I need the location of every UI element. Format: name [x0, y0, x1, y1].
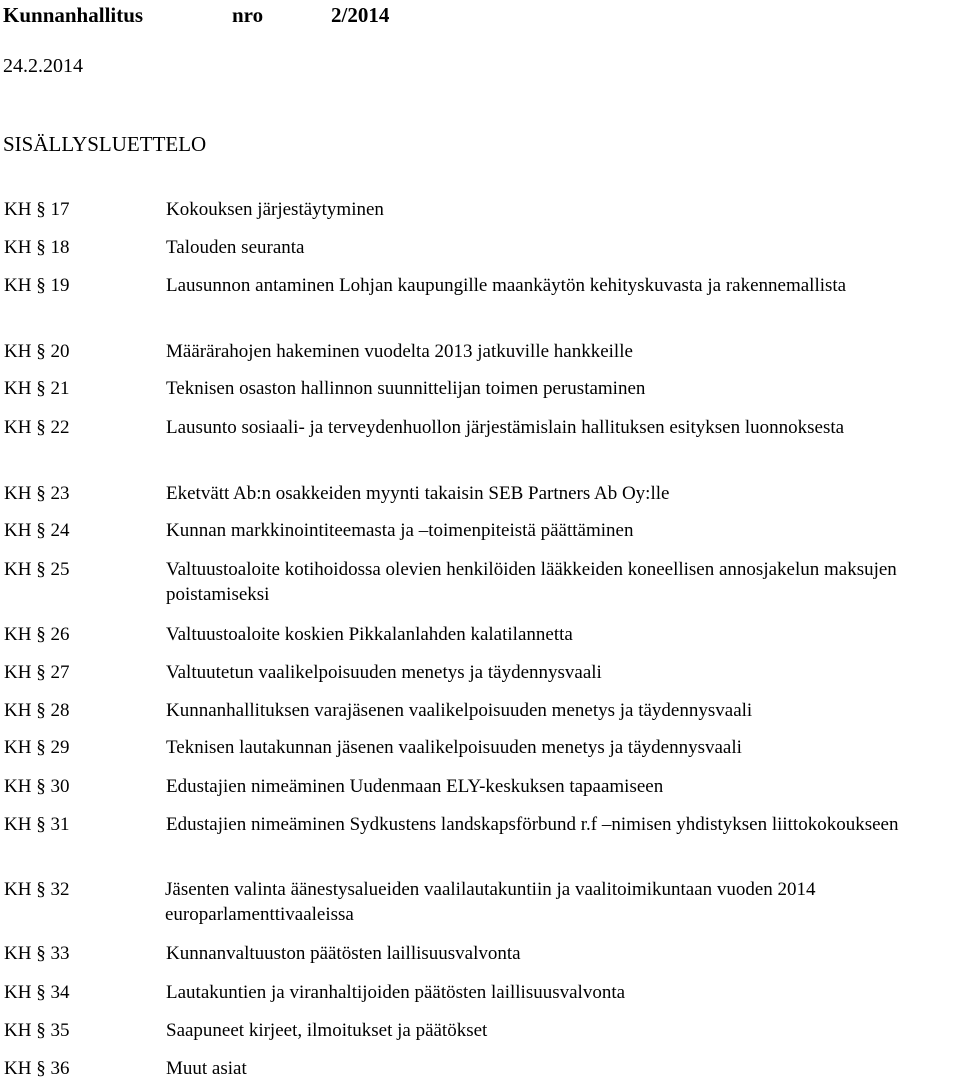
section-title: Lausunto sosiaali- ja terveydenhuollon järjestämislain hallituksen esityksen luonnoksesta [166, 417, 845, 438]
section-title: Edustajien nimeäminen Uudenmaan ELY-keskuksen tapaamiseen [166, 776, 664, 797]
section-title: Kokouksen järjestäytyminen [166, 199, 384, 220]
section-title: Jäsenten valinta äänestysalueiden vaalilautakuntiin ja vaalitoimikuntaan vuoden 2014 europarlamenttivaaleissa [165, 879, 816, 925]
section-title: Valtuustoaloite kotihoidossa olevien henkilöiden lääkkeiden koneellisen annosjakelun maksujen poistamiseksi [166, 559, 897, 605]
section-code: KH § 18 [4, 237, 70, 258]
section-title: Kunnanvaltuuston päätösten laillisuusvalvonta [166, 943, 521, 964]
number-label: nro [232, 3, 264, 27]
section-title: Talouden seuranta [166, 237, 305, 258]
section-code: KH § 29 [4, 737, 70, 758]
section-title: Kunnan markkinointiteemasta ja –toimenpiteistä päättäminen [166, 520, 634, 541]
section-title: Lautakuntien ja viranhaltijoiden päätösten laillisuusvalvonta [166, 982, 626, 1003]
section-code: KH § 20 [4, 341, 70, 362]
organ-name: Kunnanhallitus [3, 3, 144, 27]
section-code: KH § 28 [4, 700, 70, 721]
section-title: Määrärahojen hakeminen vuodelta 2013 jatkuville hankkeille [166, 341, 633, 362]
section-title: Eketvätt Ab:n osakkeiden myynti takaisin SEB Partners Ab Oy:lle [166, 483, 670, 504]
section-title: Valtuustoaloite koskien Pikkalanlahden kalatilannetta [166, 624, 573, 645]
meeting-number: 2/2014 [331, 3, 390, 27]
section-code: KH § 31 [4, 814, 70, 835]
section-code: KH § 23 [4, 483, 70, 504]
meeting-date: 24.2.2014 [3, 55, 83, 77]
section-title: Lausunnon antaminen Lohjan kaupungille maankäytön kehityskuvasta ja rakennemallista [166, 275, 847, 296]
section-code: KH § 22 [4, 417, 70, 438]
section-code: KH § 35 [4, 1020, 70, 1041]
section-title: Valtuutetun vaalikelpoisuuden menetys ja täydennysvaali [166, 662, 602, 683]
section-title: Muut asiat [166, 1058, 247, 1079]
section-code: KH § 36 [4, 1058, 70, 1079]
section-title: Saapuneet kirjeet, ilmoitukset ja päätökset [166, 1020, 488, 1041]
section-title: Edustajien nimeäminen Sydkustens landskapsförbund r.f –nimisen yhdistyksen liittokokoukseen [166, 814, 899, 835]
section-code: KH § 26 [4, 624, 70, 645]
section-title: Teknisen osaston hallinnon suunnittelijan toimen perustaminen [166, 378, 646, 399]
section-code: KH § 21 [4, 378, 70, 399]
toc-heading: SISÄLLYSLUETTELO [3, 132, 207, 156]
section-code: KH § 33 [4, 943, 70, 964]
section-code: KH § 34 [4, 982, 70, 1003]
section-code: KH § 24 [4, 520, 70, 541]
section-code: KH § 17 [4, 199, 70, 220]
section-code: KH § 25 [4, 559, 70, 580]
section-title: Kunnanhallituksen varajäsenen vaalikelpoisuuden menetys ja täydennysvaali [166, 700, 753, 721]
section-code: KH § 30 [4, 776, 70, 797]
section-code: KH § 27 [4, 662, 70, 683]
section-title: Teknisen lautakunnan jäsenen vaalikelpoisuuden menetys ja täydennysvaali [166, 737, 742, 758]
section-code: KH § 32 [4, 879, 70, 900]
section-code: KH § 19 [4, 275, 70, 296]
